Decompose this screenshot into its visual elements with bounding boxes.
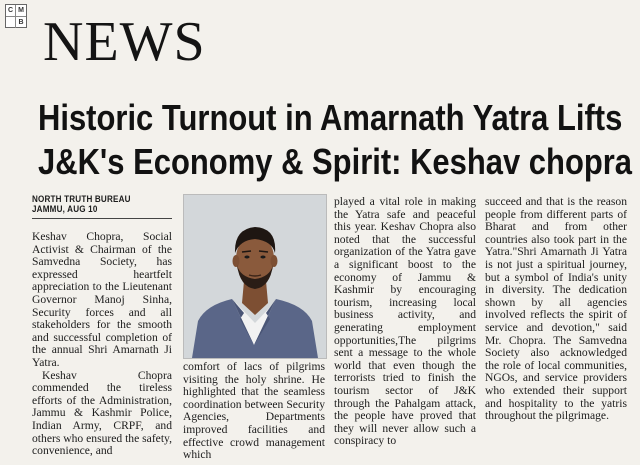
article-column-2: comfort of lacs of pilgrims visiting the holy shrine. He highlighted that the seamless coordination between Security Agencies, Departments improved facilities and effective crowd management which (183, 360, 325, 462)
headline-line-1: Historic Turnout in Amarnath Yatra Lifts (38, 97, 623, 138)
headline (38, 96, 633, 184)
logo-letter-m: M (16, 5, 26, 17)
article-column-1 (32, 194, 172, 458)
masthead-title: NEWS (43, 11, 206, 73)
publisher-logo (5, 4, 27, 28)
portrait-photo (183, 194, 327, 359)
logo-letter-b: B (18, 19, 24, 26)
paragraph-2: Keshav Chopra commended the tireless efforts of the Administration, Jammu & Kashmir Police, Indian Army, CRPF, and others who ensured the safety, convenience, and (32, 368, 172, 458)
logo-letter-c: C (6, 5, 16, 17)
article-column-4: succeed and that is the reason people from different parts of Bharat and from other countries also took part in the Yatra."Shri Amarnath Ji Yatra is not just a spiritual journey, but a symbol of India's unity in diversity. The dedication shown by all agencies involved reflects the spirit of service and devotion," said Mr. Chopra. The Samvedna Society also acknowledged the role of local communities, NGOs, and service providers who extended their support and hospitality to the yatris throughout the pilgrimage. (485, 195, 627, 423)
byline-rule (32, 218, 172, 219)
logo-letter-blank (6, 17, 16, 28)
article-column-3: played a vital role in making the Yatra safe and peaceful this year. Keshav Chopra also noted that the successful organization of the Yatra gave a significant boost to the economy of Jammu & Kashmir by encouraging tourism, increasing local business activity, and generating employment opportunities,The pilgrims sent a message to the whole world that even though the terrorists tried to finish the tourism sector of J&K through the Pahalgam attack, the people have proved that they will never allow such a conspiracy to (334, 195, 476, 448)
portrait-illustration (184, 195, 326, 358)
paragraph-1: Keshav Chopra, Social Activist & Chairman of the Samvedna Society, has expressed heartfelt appreciation to the Lieutenant Governor Manoj Sinha, Security forces and all stakeholders for the smooth and successful completion of the annual Shri Amarnath Ji Yatra. (32, 230, 172, 369)
headline-line-2: J&K's Economy & Spirit: Keshav chopra (38, 141, 633, 182)
byline-dateline: JAMMU, AUG 10 (32, 204, 98, 214)
byline-bureau: NORTH TRUTH BUREAU (32, 194, 131, 204)
column-1-body (32, 231, 172, 458)
